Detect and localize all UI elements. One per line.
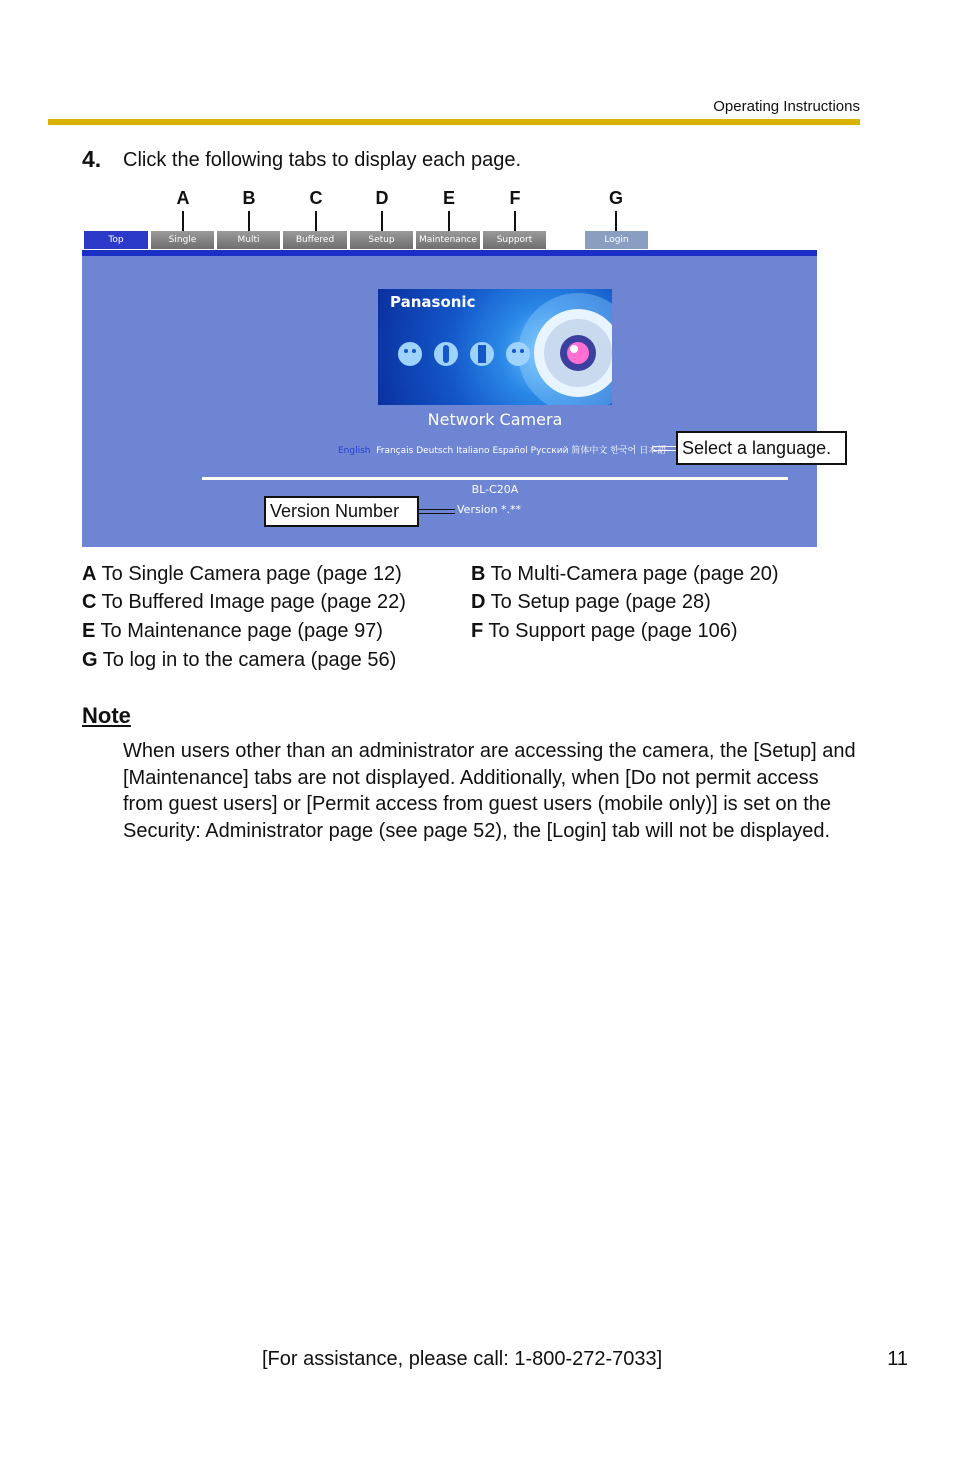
language-link-russian[interactable]: Русский (530, 446, 569, 456)
product-name: Network Camera (427, 410, 563, 429)
page-number: 11 (887, 1348, 908, 1370)
version-text: Version *.** (457, 503, 521, 516)
desc-letter: F (471, 620, 484, 642)
version-callout: Version Number (264, 496, 419, 527)
model-number: BL-C20A (471, 483, 519, 496)
language-link-chinese[interactable]: 简体中文 (571, 446, 608, 456)
callout-line-b (248, 211, 250, 231)
desc-text: To Setup page (page 28) (490, 591, 711, 613)
desc-f (471, 620, 738, 643)
brand-logo: Panasonic (390, 293, 476, 311)
tab-login[interactable]: Login (585, 231, 649, 249)
tab-multi[interactable]: Multi (217, 231, 281, 249)
desc-text: To Support page (page 106) (488, 620, 738, 642)
callout-line-f (514, 211, 516, 231)
language-links (338, 443, 666, 456)
desc-text: To Buffered Image page (page 22) (101, 591, 406, 613)
note-heading: Note (82, 703, 131, 728)
header-rule (48, 119, 860, 125)
callout-letter-a: A (176, 188, 190, 208)
tab-setup[interactable]: Setup (350, 231, 414, 249)
language-link-french[interactable]: Français (376, 446, 414, 456)
tab-support[interactable]: Support (483, 231, 547, 249)
desc-text: To log in to the camera (page 56) (102, 649, 397, 671)
desc-e (82, 620, 383, 643)
step-number: 4. (82, 146, 102, 172)
callout-letter-d: D (375, 188, 389, 208)
callout-line-d (381, 211, 383, 231)
callout-line-c (315, 211, 317, 231)
footer-assistance: [For assistance, please call: 1-800-272-7033] (262, 1348, 663, 1370)
desc-text: To Single Camera page (page 12) (101, 563, 402, 585)
callout-line-e (448, 211, 450, 231)
screen-divider (202, 477, 788, 480)
language-link-german[interactable]: Deutsch (416, 446, 454, 456)
language-callout-line (653, 446, 676, 451)
callout-letter-g: G (608, 188, 623, 208)
tab-maintenance[interactable]: Maintenance (416, 231, 481, 249)
desc-letter: A (82, 563, 97, 585)
language-link-korean[interactable]: 한국어 (610, 446, 637, 456)
language-callout: Select a language. (676, 431, 847, 465)
desc-b (471, 563, 779, 586)
tab-buffered-image[interactable]: Buffered (283, 231, 348, 249)
desc-letter: E (82, 620, 96, 642)
tab-top[interactable]: Top (84, 231, 149, 249)
callout-letter-e: E (442, 188, 455, 208)
language-link-italian[interactable]: Italiano (456, 446, 490, 456)
note-body: When users other than an administrator are accessing the camera, the [Setup] and [Maintenance] tabs are not displayed. Additionally, when [Do not permit access from guest users] or [Permit access from guest users (mobile only)] is set on the Security: Administrator page (see page 52), the [Login] tab will not be displayed. (123, 740, 856, 842)
callout-letter-f: F (509, 188, 521, 208)
tab-single[interactable]: Single (151, 231, 215, 249)
running-header: Operating Instructions (713, 98, 860, 115)
desc-a (82, 563, 402, 586)
desc-letter: G (82, 649, 98, 671)
desc-d (471, 591, 711, 614)
step-text: Click the following tabs to display each page. (123, 149, 522, 171)
desc-letter: C (82, 591, 97, 613)
callout-line-g (615, 211, 617, 231)
desc-letter: B (471, 563, 486, 585)
version-callout-line (419, 509, 455, 514)
language-link-spanish[interactable]: Español (492, 446, 528, 456)
callout-line-a (182, 211, 184, 231)
language-link-japanese[interactable]: 日本語 (639, 446, 667, 456)
desc-letter: D (471, 591, 486, 613)
desc-c (82, 591, 406, 614)
desc-text: To Multi-Camera page (page 20) (490, 563, 779, 585)
callout-letter-b: B (242, 188, 256, 208)
desc-text: To Maintenance page (page 97) (100, 620, 383, 642)
language-link-english[interactable]: English (338, 446, 371, 456)
desc-g (82, 649, 396, 672)
callout-letter-c: C (309, 188, 323, 208)
